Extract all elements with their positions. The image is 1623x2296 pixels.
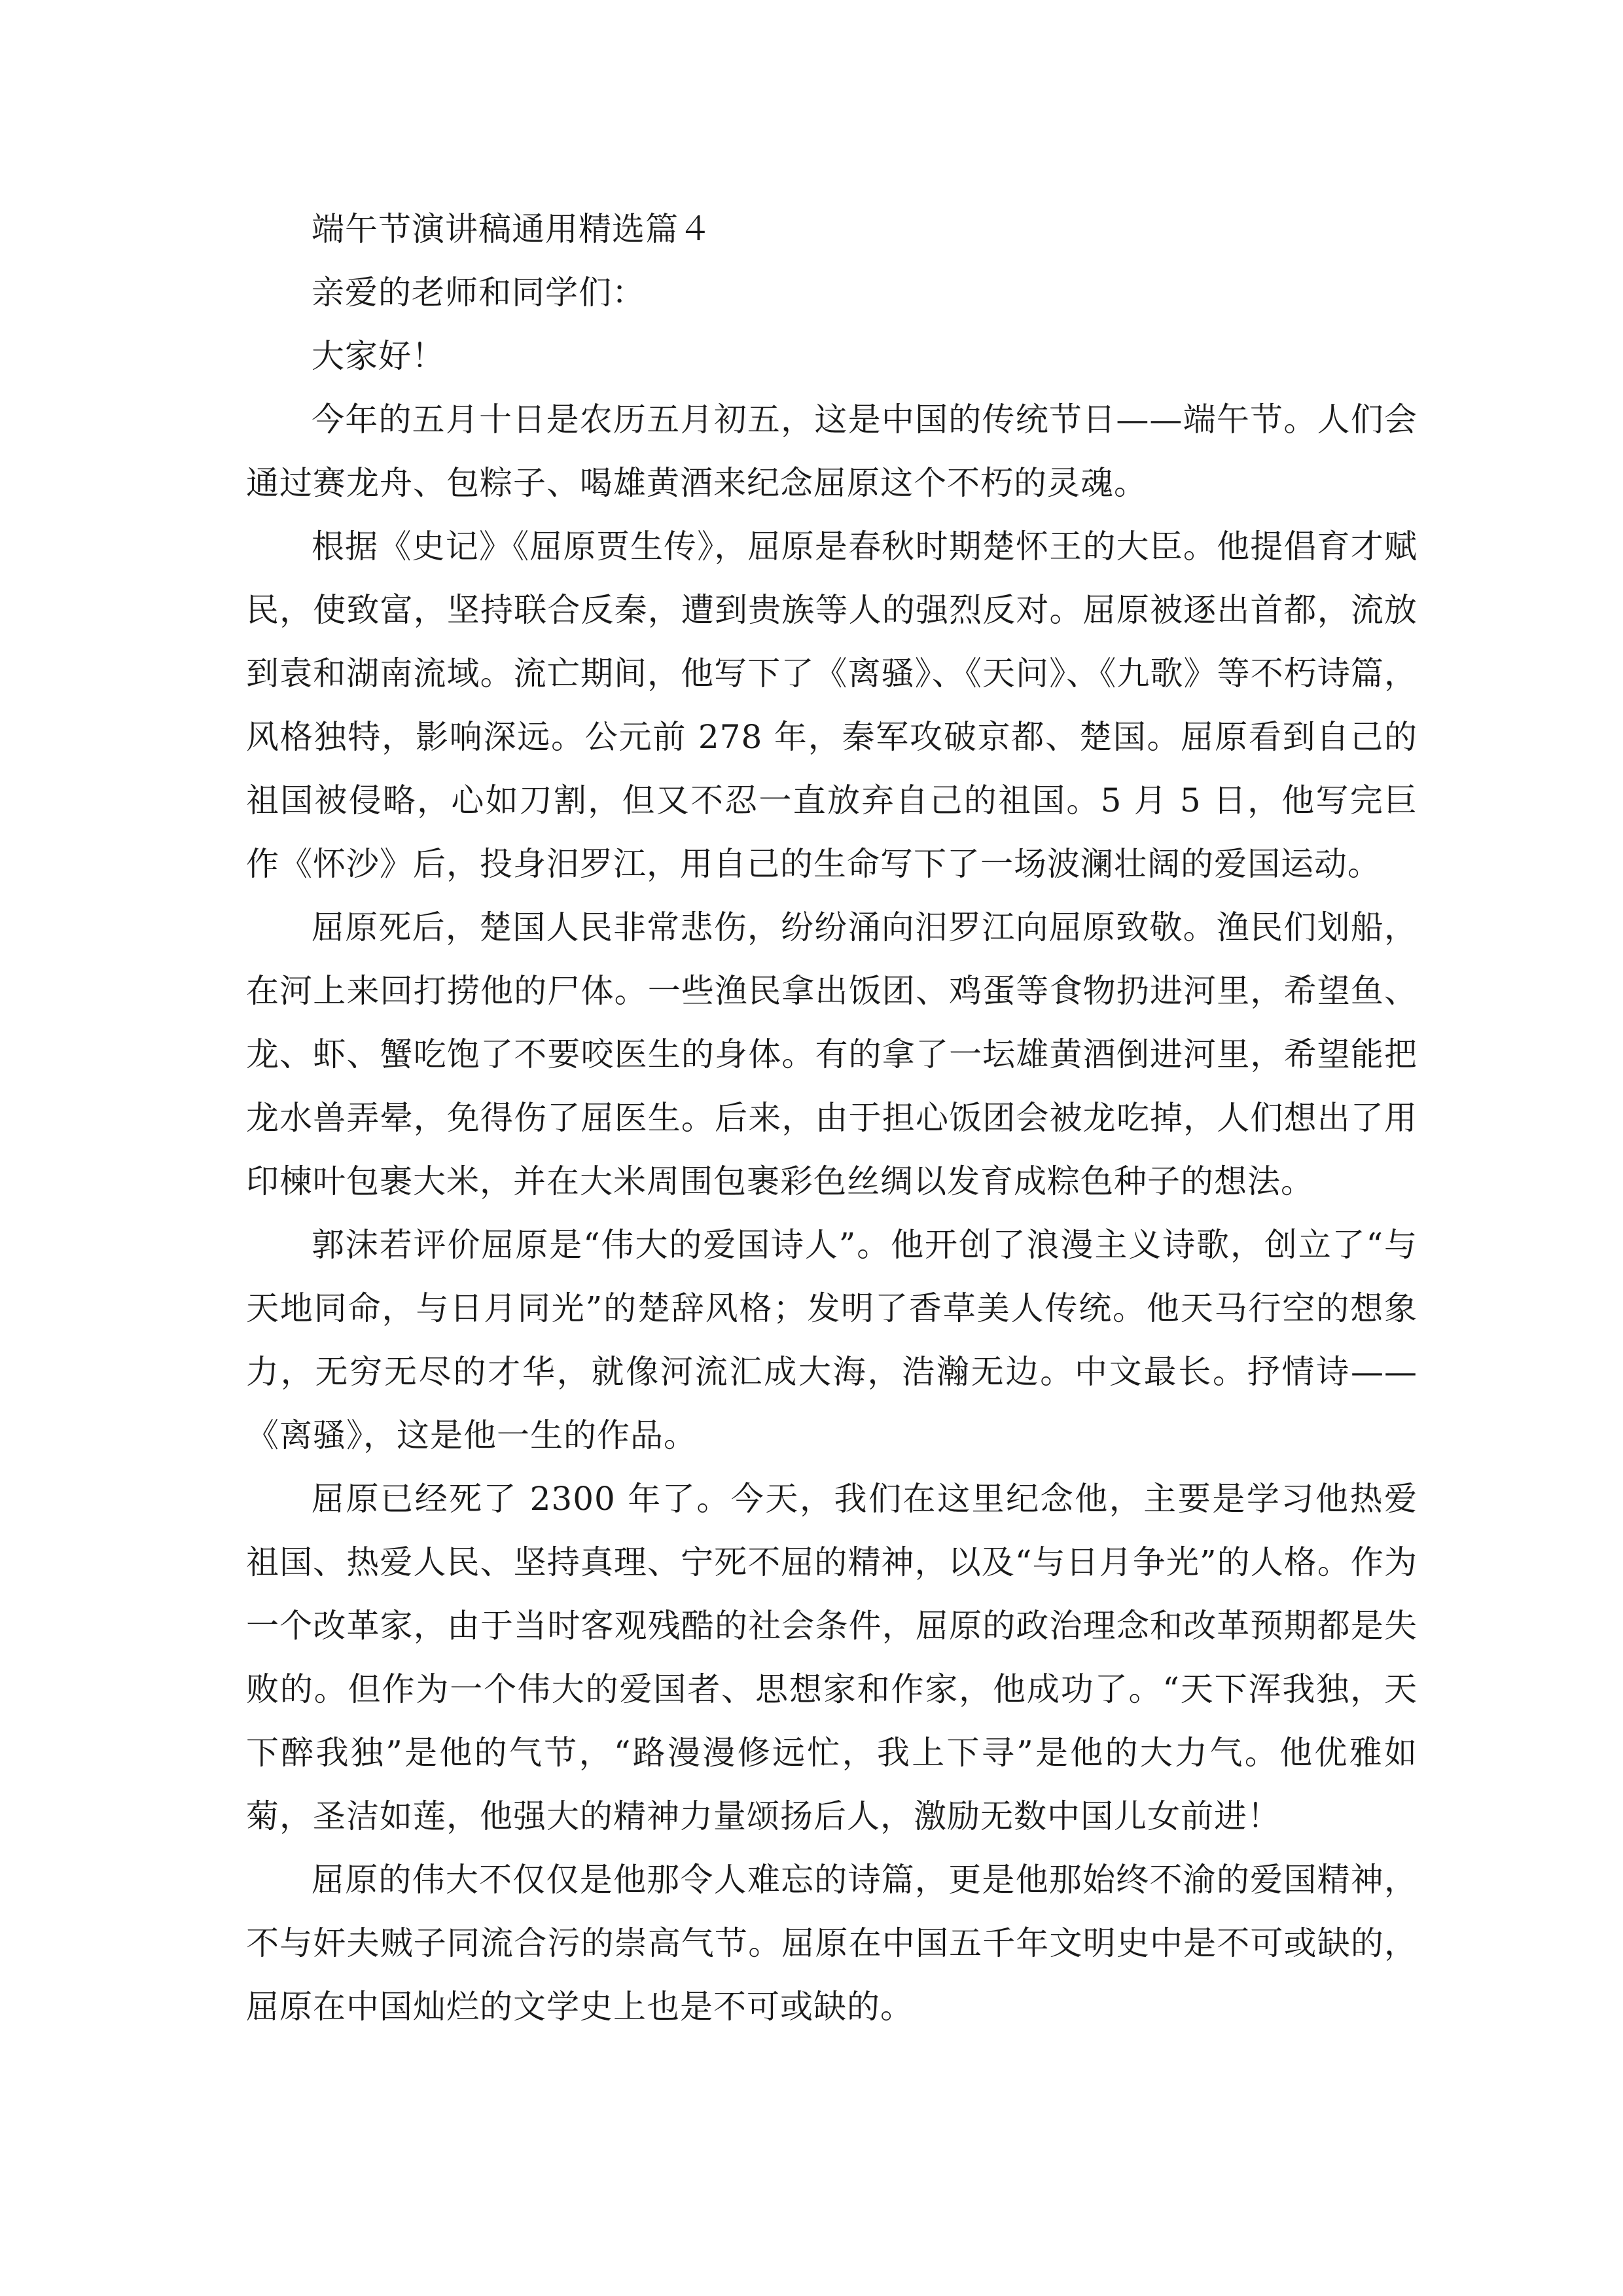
- document-body: [246, 198, 1418, 2039]
- salutation: 大家好！: [312, 337, 445, 375]
- paragraph-5: 屈原已经死了 2300 年了。今天，我们在这里纪念他，主要是学习他热爱祖国、热爱人民、坚持真理、宁死不屈的精神，以及“与日月争光”的人格。作为一个改革家，由于当时客观残酷的社会条件，屈原的政治理念和改革预期都是失败的。但作为一个伟大的爱国者、思想家和作家，他成功了。“天下浑我独，天下醉我独”是他的气节，“路漫漫修远忙，我上下寻”是他的大力气。他优雅如菊，圣洁如莲，他强大的精神力量颂扬后人，激励无数中国儿女前进！: [246, 1480, 1418, 1835]
- paragraph-3: 屈原死后，楚国人民非常悲伤，纷纷涌向汨罗江向屈原致敬。渔民们划船，在河上来回打捞他的尸体。一些渔民拿出饭团、鸡蛋等食物扔进河里，希望鱼、龙、虾、蟹吃饱了不要咬医生的身体。有的拿了一坛雄黄酒倒进河里，希望能把龙水兽弄晕，免得伤了屈医生。后来，由于担心饭团会被龙吃掉，人们想出了用印楝叶包裹大米，并在大米周围包裹彩色丝绸以发育成粽色种子的想法。: [246, 908, 1418, 1200]
- paragraph-1: 今年的五月十日是农历五月初五，这是中国的传统节日——端午节。人们会通过赛龙舟、包粽子、喝雄黄酒来纪念屈原这个不朽的灵魂。: [246, 401, 1418, 502]
- greeting: 亲爱的老师和同学们：: [312, 274, 645, 312]
- paragraph-6: 屈原的伟大不仅仅是他那令人难忘的诗篇，更是他那始终不渝的爱国精神，不与奸夫贼子同流合污的崇高气节。屈原在中国五千年文明史中是不可或缺的，屈原在中国灿烂的文学史上也是不可或缺的。: [246, 1861, 1418, 2026]
- paragraph-2: 根据《史记》《屈原贾生传》，屈原是春秋时期楚怀王的大臣。他提倡育才赋民，使致富，坚持联合反秦，遭到贵族等人的强烈反对。屈原被逐出首都，流放到袁和湖南流域。流亡期间，他写下了《离骚》、《天问》、《九歌》等不朽诗篇，风格独特，影响深远。公元前 278 年，秦军攻破京都、楚国。屈原看到自己的祖国被侵略，心如刀割，但又不忍一直放弃自己的祖国。5 月 5 日，他写完巨作《怀沙》后，投身汨罗江，用自己的生命写下了一场波澜壮阔的爱国运动。: [246, 528, 1418, 883]
- paragraph-4: 郭沫若评价屈原是“伟大的爱国诗人”。他开创了浪漫主义诗歌，创立了“与天地同命，与日月同光”的楚辞风格；发明了香草美人传统。他天马行空的想象力，无穷无尽的才华，就像河流汇成大海，浩瀚无边。中文最长。抒情诗——《离骚》，这是他一生的作品。: [246, 1226, 1418, 1454]
- document-title: 端午节演讲稿通用精选篇４: [312, 210, 712, 248]
